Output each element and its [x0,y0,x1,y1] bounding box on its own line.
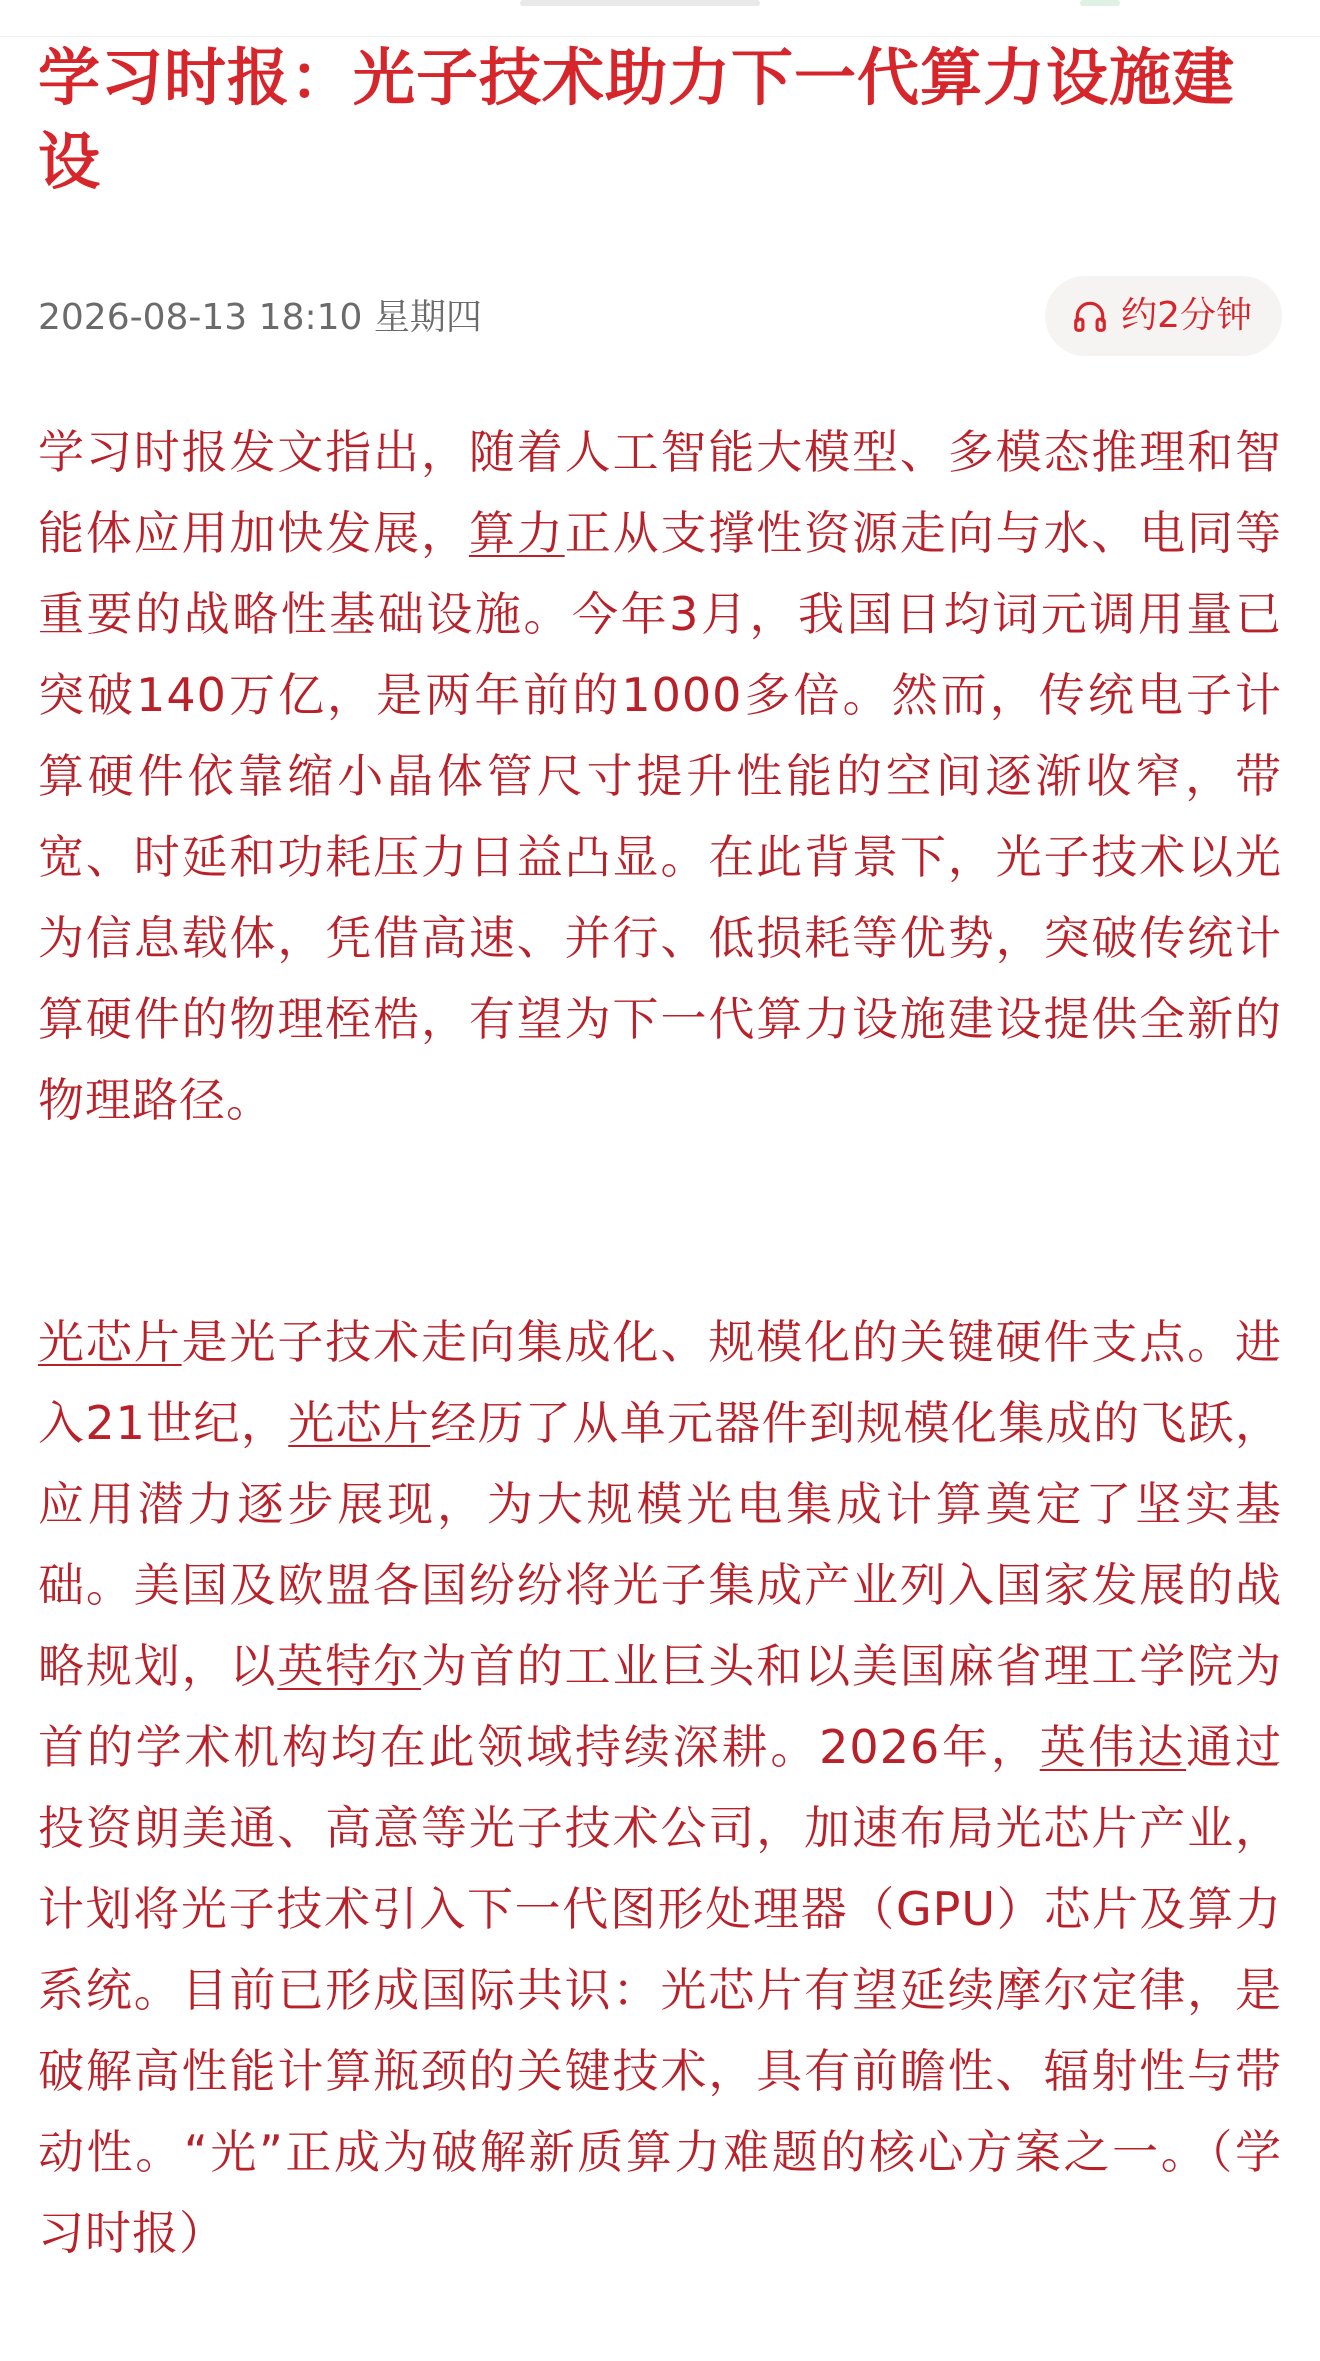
link-guangxinpian-2[interactable]: 光芯片 [288,1396,431,1450]
listen-duration-button[interactable] [1045,276,1282,356]
paragraph-text: 学习时报发文指出，随着人工智能大模型、多模态推理和智能体应用加快发展， [38,425,1282,560]
link-suanli[interactable]: 算力 [468,506,565,560]
article-title: 学习时报：光子技术助力下一代算力设施建设 [38,41,1236,198]
link-intel[interactable]: 英特尔 [277,1639,422,1693]
paragraph-text: 为首的工业巨头和以美国麻省理工学院为首的学术机构均在此领域持续深耕。2026年， [38,1639,1283,1774]
paragraph-text: 通过投资朗美通、高意等光子技术公司，加速布局光芯片产业，计划将光子技术引入下一代图形处理器（GPU）芯片及算力系统。目前已形成国际共识：光芯片有望延续摩尔定律，是破解高性能计算瓶颈的关键技术，具有前瞻性、辐射性与带动性。“光”正成为破解新质算力难题的核心方案之一。（学习时报） [38,1720,1282,2260]
article [38,36,1283,2260]
top-bar-remnant [0,0,1320,37]
article-meta [38,276,1282,360]
top-bar-ghost-icon [1080,0,1120,6]
link-guangxinpian[interactable]: 光芯片 [38,1315,182,1369]
publish-datetime: 2026-08-13 18:10 星期四 [38,297,482,338]
paragraph-2 [38,1302,1282,2274]
top-bar-ghost-text [520,0,760,6]
listen-duration-label: 约2分钟 [1121,295,1252,336]
paragraph-text: 经历了从单元器件到规模化集成的飞跃，应用潜力逐步展现，为大规模光电集成计算奠定了坚实基础。美国及欧盟各国纷纷将光子集成产业列入国家发展的战略规划，以 [38,1396,1282,1693]
headphones-icon [1071,297,1109,335]
paragraph-text: 是光子技术走向集成化、规模化的关键硬件支点。进入21世纪， [38,1315,1283,1450]
paragraph-1 [38,412,1282,1141]
paragraph-text: 正从支撑性资源走向与水、电同等重要的战略性基础设施。今年3月，我国日均词元调用量已突破140万亿，是两年前的1000多倍。然而，传统电子计算硬件依靠缩小晶体管尺寸提升性能的空间逐渐收窄，带宽、时延和功耗压力日益凸显。在此背景下，光子技术以光为信息载体，凭借高速、并行、低损耗等优势，突破传统计算硬件的物理桎梏，有望为下一代算力设施建设提供全新的物理路径。 [38,506,1283,1127]
link-nvidia[interactable]: 英伟达 [1039,1720,1187,1774]
